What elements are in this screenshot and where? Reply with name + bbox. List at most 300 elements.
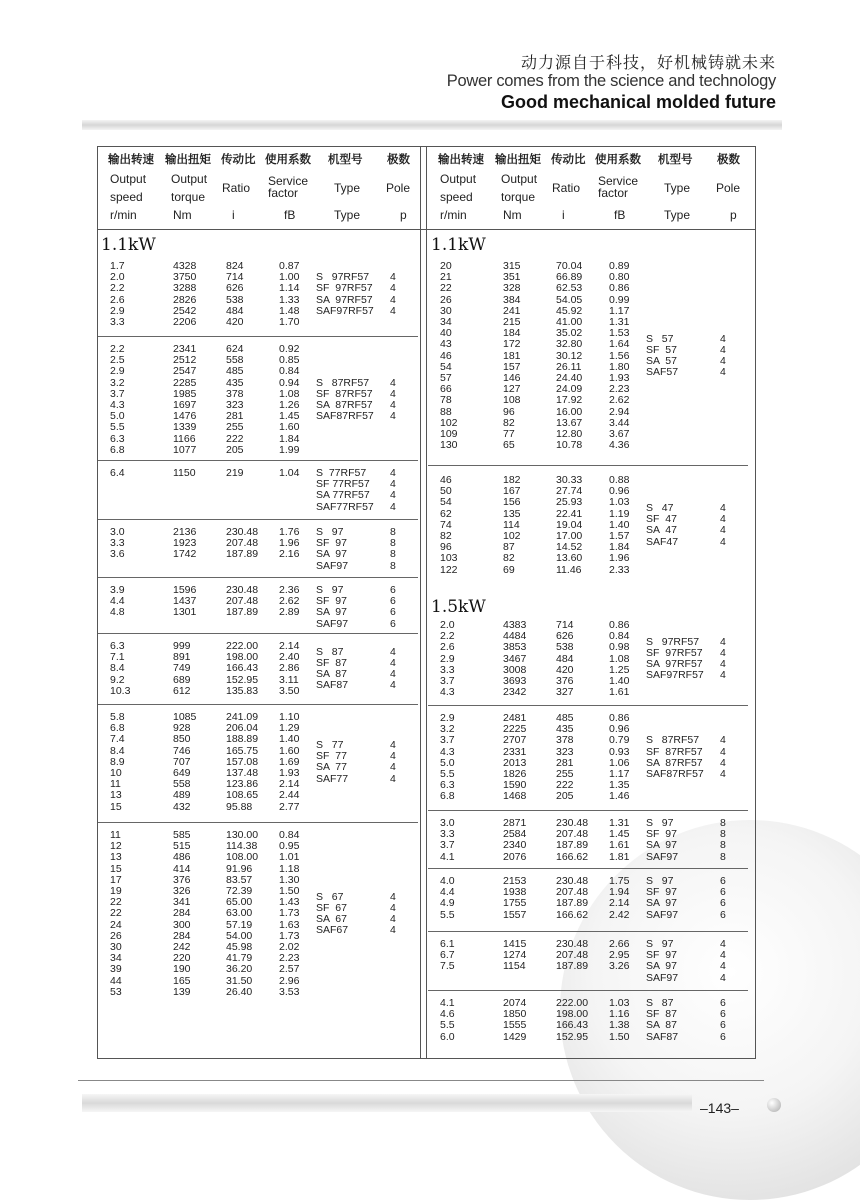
cell-speed: 3.7	[440, 839, 455, 852]
cell-speed: 15	[110, 800, 122, 813]
cell-pole: 4	[720, 344, 726, 356]
cell-sf: 1.16	[609, 1008, 630, 1021]
cell-type: SA 87RF57	[316, 399, 373, 411]
cell-ratio: 25.93	[556, 496, 583, 509]
cell-type: SA 97	[646, 839, 677, 852]
cell-type: S 97RF57	[646, 635, 700, 648]
cell-ratio: 255	[226, 421, 244, 434]
cell-speed: 3.3	[440, 663, 455, 676]
cell-ratio: 57.19	[226, 918, 253, 931]
cell-ratio: 198.00	[556, 1008, 589, 1021]
cell-pole: 4	[720, 535, 726, 548]
cell-sf: 1.10	[279, 711, 300, 723]
left-column	[98, 147, 418, 1058]
cell-torque: 1923	[173, 537, 197, 550]
cell-ratio: 157.08	[226, 755, 259, 768]
cell-torque: 414	[173, 862, 191, 875]
cell-speed: 22	[440, 282, 452, 295]
header-speed-en1: Output	[110, 172, 147, 186]
cell-type: SA 77	[316, 761, 347, 774]
cell-ratio: 714	[226, 271, 244, 284]
cell-pole: 6	[390, 584, 396, 596]
cell-speed: 1.7	[110, 260, 125, 272]
cell-sf: 0.96	[609, 485, 630, 498]
cell-speed: 88	[440, 405, 452, 418]
header-pole-en: Pole	[386, 181, 411, 195]
cell-ratio: 66.89	[556, 271, 583, 284]
cell-type: S 97	[646, 938, 674, 950]
cell-speed: 4.8	[110, 606, 125, 619]
cell-sf: 1.26	[279, 399, 300, 411]
cell-ratio: 241.09	[226, 711, 259, 723]
cell-sf: 2.33	[609, 563, 630, 576]
cell-speed: 6.3	[110, 432, 125, 445]
cell-sf: 1.64	[609, 338, 630, 351]
cell-sf: 2.16	[279, 548, 300, 561]
cell-ratio: 72.39	[226, 885, 253, 897]
cell-sf: 3.11	[279, 673, 299, 686]
cell-ratio: 206.04	[226, 722, 259, 735]
cell-ratio: 207.48	[556, 949, 589, 962]
cell-sf: 1.33	[279, 293, 300, 306]
cell-sf: 1.48	[279, 304, 300, 317]
cell-torque: 2481	[503, 712, 527, 724]
cell-torque: 2512	[173, 354, 197, 367]
cell-sf: 1.73	[279, 929, 300, 942]
cell-sf: 0.99	[609, 293, 630, 306]
cell-torque: 2076	[503, 850, 527, 863]
header-pole-unit: p	[730, 208, 737, 222]
cell-type: SF 97	[646, 828, 677, 841]
cell-ratio: 323	[556, 745, 574, 758]
cell-type: S 77RF57	[316, 467, 367, 479]
cell-torque: 1596	[173, 584, 197, 596]
header-speed-unit: r/min	[110, 208, 137, 222]
cell-torque: 102	[503, 530, 521, 542]
cell-ratio: 222.00	[226, 640, 259, 652]
cell-ratio: 207.48	[226, 537, 259, 550]
cell-sf: 1.17	[609, 304, 630, 317]
cell-sf: 1.03	[609, 997, 630, 1009]
header-speed-unit: r/min	[440, 208, 467, 222]
cell-torque: 190	[173, 963, 191, 976]
cell-ratio: 187.89	[556, 839, 589, 852]
cell-torque: 1150	[173, 467, 196, 479]
cell-sf: 2.42	[609, 908, 630, 921]
cell-ratio: 13.67	[556, 416, 583, 429]
cell-sf: 4.36	[609, 439, 630, 452]
cell-torque: 850	[173, 733, 191, 746]
cell-type: SA 97RF57	[646, 658, 703, 671]
cell-type: SF 97RF57	[316, 282, 373, 295]
header-ratio-unit: i	[232, 208, 235, 222]
cell-torque: 689	[173, 673, 191, 686]
cell-torque: 351	[503, 271, 521, 284]
cell-sf: 3.50	[279, 684, 300, 697]
cell-sf: 0.84	[279, 365, 300, 378]
cell-pole: 6	[390, 595, 396, 608]
cell-torque: 649	[173, 767, 191, 779]
cell-speed: 6.8	[110, 443, 125, 456]
cell-ratio: 62.53	[556, 282, 583, 295]
cell-speed: 78	[440, 394, 452, 407]
cell-type: SAF87	[646, 1030, 679, 1043]
cell-ratio: 166.43	[226, 662, 259, 675]
cell-speed: 2.5	[110, 354, 125, 367]
cell-ratio: 824	[226, 260, 244, 272]
group-divider	[428, 931, 748, 932]
cell-ratio: 624	[226, 343, 244, 355]
cell-sf: 2.57	[279, 963, 300, 976]
cell-speed: 13	[110, 789, 122, 802]
header-pole-cn: 极数	[717, 152, 740, 166]
cell-torque: 215	[503, 316, 521, 328]
cell-pole: 6	[720, 908, 726, 921]
cell-speed: 17	[110, 873, 122, 886]
cell-sf: 1.60	[279, 744, 300, 757]
cell-sf: 1.73	[279, 907, 300, 920]
cell-sf: 2.77	[279, 800, 300, 813]
cell-ratio: 30.12	[556, 349, 583, 362]
cell-speed: 3.3	[110, 537, 125, 550]
cell-torque: 1555	[503, 1019, 527, 1032]
cell-type: SAF87	[316, 679, 349, 692]
cell-torque: 2013	[503, 756, 527, 769]
cell-torque: 1437	[173, 595, 197, 608]
cell-speed: 2.2	[110, 343, 125, 355]
cell-speed: 6.0	[440, 1030, 455, 1043]
cell-ratio: 152.95	[556, 1030, 589, 1043]
cell-speed: 82	[440, 530, 452, 542]
cell-sf: 3.67	[609, 428, 630, 440]
cell-speed: 30	[110, 941, 122, 953]
cell-ratio: 22.41	[556, 507, 583, 520]
cell-ratio: 95.88	[226, 800, 253, 813]
cell-type: SAF67	[316, 924, 349, 937]
cell-pole: 8	[390, 548, 396, 561]
cell-torque: 172	[503, 338, 521, 351]
cell-type: S 87	[316, 645, 344, 658]
header-ratio-cn: 传动比	[551, 152, 586, 166]
cell-pole: 6	[720, 1030, 726, 1043]
cell-pole: 4	[390, 761, 396, 774]
header-speed-cn: 输出转速	[108, 152, 154, 166]
cell-torque: 315	[503, 260, 521, 272]
cell-sf: 1.84	[609, 541, 630, 554]
cell-torque: 1339	[173, 421, 197, 434]
cell-sf: 0.94	[279, 376, 300, 389]
cell-torque: 1938	[503, 886, 527, 899]
cell-sf: 0.86	[609, 619, 630, 631]
cell-ratio: 187.89	[226, 548, 259, 561]
cell-ratio: 222	[226, 432, 244, 445]
cell-sf: 1.50	[279, 885, 300, 897]
cell-sf: 1.93	[609, 372, 630, 384]
cell-torque: 2074	[503, 997, 527, 1009]
cell-speed: 3.2	[110, 376, 125, 389]
cell-torque: 2871	[503, 817, 527, 829]
cell-torque: 2206	[173, 316, 197, 328]
cell-pole: 4	[390, 656, 396, 669]
cell-torque: 384	[503, 293, 521, 306]
cell-sf: 1.63	[279, 918, 300, 931]
cell-torque: 2707	[503, 734, 527, 747]
cell-torque: 326	[173, 885, 191, 897]
cell-sf: 1.40	[609, 518, 630, 531]
cell-speed: 8.4	[110, 744, 125, 757]
column-divider	[426, 147, 427, 1058]
cell-torque: 2153	[503, 875, 527, 887]
cell-pole: 4	[390, 890, 396, 903]
cell-sf: 1.53	[609, 327, 630, 340]
cell-speed: 4.4	[440, 886, 455, 899]
cell-pole: 4	[720, 734, 726, 747]
cell-sf: 0.92	[279, 343, 300, 355]
cell-speed: 13	[110, 851, 122, 864]
cell-type: SF 97	[646, 949, 677, 962]
cell-speed: 4.4	[110, 595, 125, 608]
cell-speed: 46	[440, 349, 452, 362]
cell-sf: 3.44	[609, 416, 630, 429]
cell-speed: 3.7	[440, 734, 455, 747]
spec-table	[97, 146, 756, 1059]
cell-speed: 8.4	[110, 662, 125, 675]
cell-type: SAF97	[316, 617, 349, 630]
cell-torque: 1301	[173, 606, 197, 619]
cell-torque: 928	[173, 722, 191, 735]
cell-torque: 3750	[173, 271, 197, 284]
cell-pole: 4	[390, 924, 396, 937]
cell-sf: 1.06	[609, 756, 630, 769]
cell-ratio: 91.96	[226, 862, 253, 875]
cell-pole: 4	[390, 304, 396, 317]
cell-type: SA 97	[316, 548, 347, 561]
cell-torque: 284	[173, 907, 191, 920]
cell-ratio: 24.40	[556, 372, 583, 384]
cell-speed: 57	[440, 372, 452, 384]
cell-speed: 24	[110, 918, 122, 931]
cell-ratio: 420	[226, 316, 244, 328]
cell-type: SF 87	[316, 656, 347, 669]
cell-torque: 96	[503, 405, 515, 418]
cell-ratio: 230.48	[556, 817, 589, 829]
cell-sf: 1.17	[609, 768, 630, 780]
cell-sf: 2.86	[279, 662, 300, 675]
cell-torque: 2225	[503, 723, 527, 736]
cell-sf: 1.40	[279, 733, 300, 746]
cell-ratio: 12.80	[556, 428, 583, 440]
cell-speed: 5.5	[110, 421, 125, 434]
cell-speed: 8.9	[110, 755, 125, 768]
header-sf-cn: 使用系数	[265, 152, 311, 166]
cell-ratio: 222.00	[556, 997, 589, 1009]
cell-ratio: 230.48	[226, 584, 259, 596]
header-ratio-cn: 传动比	[221, 152, 256, 166]
cell-ratio: 323	[226, 399, 244, 411]
cell-ratio: 378	[556, 734, 574, 747]
cell-sf: 1.46	[609, 790, 630, 803]
cell-pole: 4	[390, 645, 396, 658]
cell-sf: 1.60	[279, 421, 300, 434]
cell-pole: 6	[390, 617, 396, 630]
cell-ratio: 166.43	[556, 1019, 589, 1032]
group-divider	[428, 465, 748, 466]
cell-type: SAF87RF57	[316, 410, 374, 423]
header-type-en: Type	[334, 181, 361, 195]
cell-speed: 5.0	[110, 410, 125, 423]
header-pole-unit: p	[400, 208, 407, 222]
cell-pole: 4	[720, 513, 726, 526]
cell-sf: 1.40	[609, 675, 630, 687]
cell-speed: 4.3	[440, 686, 455, 699]
cell-sf: 2.66	[609, 938, 630, 950]
cell-speed: 46	[440, 474, 452, 486]
cell-sf: 1.08	[609, 652, 630, 665]
cell-sf: 1.76	[279, 526, 300, 538]
cell-speed: 109	[440, 428, 458, 440]
cell-sf: 3.53	[279, 985, 300, 998]
cell-speed: 3.0	[110, 526, 125, 538]
cell-ratio: 13.60	[556, 552, 583, 565]
cell-speed: 7.4	[110, 733, 125, 746]
cell-type: S 97	[316, 526, 344, 538]
cell-pole: 8	[720, 839, 726, 852]
cell-ratio: 54.05	[556, 293, 583, 306]
cell-pole: 8	[390, 526, 396, 538]
cell-ratio: 205	[226, 443, 244, 456]
cell-ratio: 281	[556, 756, 574, 769]
cell-ratio: 188.89	[226, 733, 259, 746]
cell-sf: 1.93	[279, 767, 300, 779]
header-torque-unit: Nm	[503, 208, 522, 222]
cell-type: SA 57	[646, 355, 677, 368]
cell-speed: 10	[110, 767, 122, 779]
cell-speed: 62	[440, 507, 452, 520]
cell-type: SAF97RF57	[316, 304, 374, 317]
cell-torque: 242	[173, 941, 191, 953]
cell-pole: 4	[390, 282, 396, 295]
cell-ratio: 31.50	[226, 974, 253, 987]
cell-pole: 8	[720, 828, 726, 841]
cell-speed: 66	[440, 383, 452, 396]
cell-torque: 2542	[173, 304, 197, 317]
cell-torque: 156	[503, 496, 521, 509]
cell-type: SAF97	[646, 908, 679, 921]
cell-torque: 489	[173, 789, 191, 802]
cell-ratio: 45.98	[226, 941, 253, 953]
cell-sf: 0.86	[609, 712, 630, 724]
cell-torque: 165	[173, 974, 191, 987]
cell-pole: 8	[390, 559, 396, 572]
cell-ratio: 558	[226, 354, 244, 367]
cell-sf: 0.96	[609, 723, 630, 736]
cell-torque: 181	[503, 349, 521, 362]
cell-torque: 2331	[503, 745, 527, 758]
cell-type: SA 87	[646, 1019, 677, 1032]
cell-type: SA 77RF57	[316, 489, 370, 502]
group-divider	[98, 577, 418, 578]
cell-type: S 97	[316, 584, 344, 596]
header-torque-en1: Output	[171, 172, 208, 186]
cell-speed: 21	[440, 271, 452, 284]
cell-type: SF 87RF57	[646, 745, 703, 758]
cell-pole: 4	[390, 478, 396, 491]
cell-speed: 50	[440, 485, 452, 498]
cell-type: SA 87	[316, 668, 347, 680]
cell-sf: 1.61	[609, 839, 630, 852]
header-ratio-en: Ratio	[222, 181, 251, 195]
cell-ratio: 165.75	[226, 744, 259, 757]
cell-sf: 0.89	[609, 260, 630, 272]
cell-speed: 26	[440, 293, 452, 306]
header-torque-cn: 输出扭矩	[165, 152, 211, 166]
cell-type: SA 47	[646, 524, 677, 537]
cell-type: SF 87RF57	[316, 387, 373, 400]
cell-pole: 4	[390, 271, 396, 284]
cell-ratio: 30.33	[556, 474, 583, 486]
cell-speed: 26	[110, 929, 122, 942]
header-type-en: Type	[664, 181, 691, 195]
cell-torque: 2547	[173, 365, 197, 378]
cell-sf: 2.95	[609, 949, 630, 962]
cell-sf: 1.81	[609, 850, 630, 863]
cell-pole: 4	[720, 366, 726, 379]
cell-pole: 6	[720, 1008, 726, 1021]
cell-ratio: 281	[226, 410, 244, 423]
cell-type: S 97	[646, 875, 674, 887]
cell-speed: 34	[440, 316, 452, 328]
cell-ratio: 166.62	[556, 908, 589, 921]
cell-speed: 6.7	[440, 949, 455, 962]
cell-type: SAF97	[646, 971, 679, 984]
cell-speed: 2.6	[440, 641, 455, 654]
cell-pole: 4	[390, 399, 396, 411]
cell-speed: 4.6	[440, 1008, 455, 1021]
cell-ratio: 187.89	[556, 960, 589, 973]
cell-pole: 4	[720, 768, 726, 780]
cell-torque: 114	[503, 518, 520, 531]
cell-torque: 612	[173, 684, 191, 697]
group-divider	[428, 810, 748, 811]
cell-type: SF 97	[316, 595, 347, 608]
cell-sf: 1.56	[609, 349, 630, 362]
cell-sf: 2.23	[279, 952, 300, 965]
cell-pole: 4	[720, 960, 726, 973]
cell-speed: 11	[110, 778, 121, 791]
cell-sf: 3.26	[609, 960, 630, 973]
cell-torque: 2584	[503, 828, 527, 841]
cell-torque: 1826	[503, 768, 527, 780]
cell-speed: 130	[440, 439, 458, 452]
cell-torque: 515	[173, 840, 191, 853]
cell-speed: 3.2	[440, 723, 455, 736]
cell-ratio: 538	[556, 641, 574, 654]
cell-sf: 2.14	[279, 778, 300, 791]
cell-type: SAF97RF57	[646, 669, 704, 682]
cell-type: SAF87RF57	[646, 768, 704, 780]
cell-sf: 2.62	[279, 595, 300, 608]
cell-torque: 1429	[503, 1030, 527, 1043]
cell-torque: 707	[173, 755, 191, 768]
group-divider	[98, 519, 418, 520]
cell-ratio: 485	[556, 712, 574, 724]
cell-sf: 2.23	[609, 383, 630, 396]
cell-torque: 69	[503, 563, 515, 576]
cell-ratio: 14.52	[556, 541, 583, 554]
cell-ratio: 435	[226, 376, 244, 389]
cell-speed: 5.0	[440, 756, 455, 769]
cell-sf: 1.45	[609, 828, 630, 841]
